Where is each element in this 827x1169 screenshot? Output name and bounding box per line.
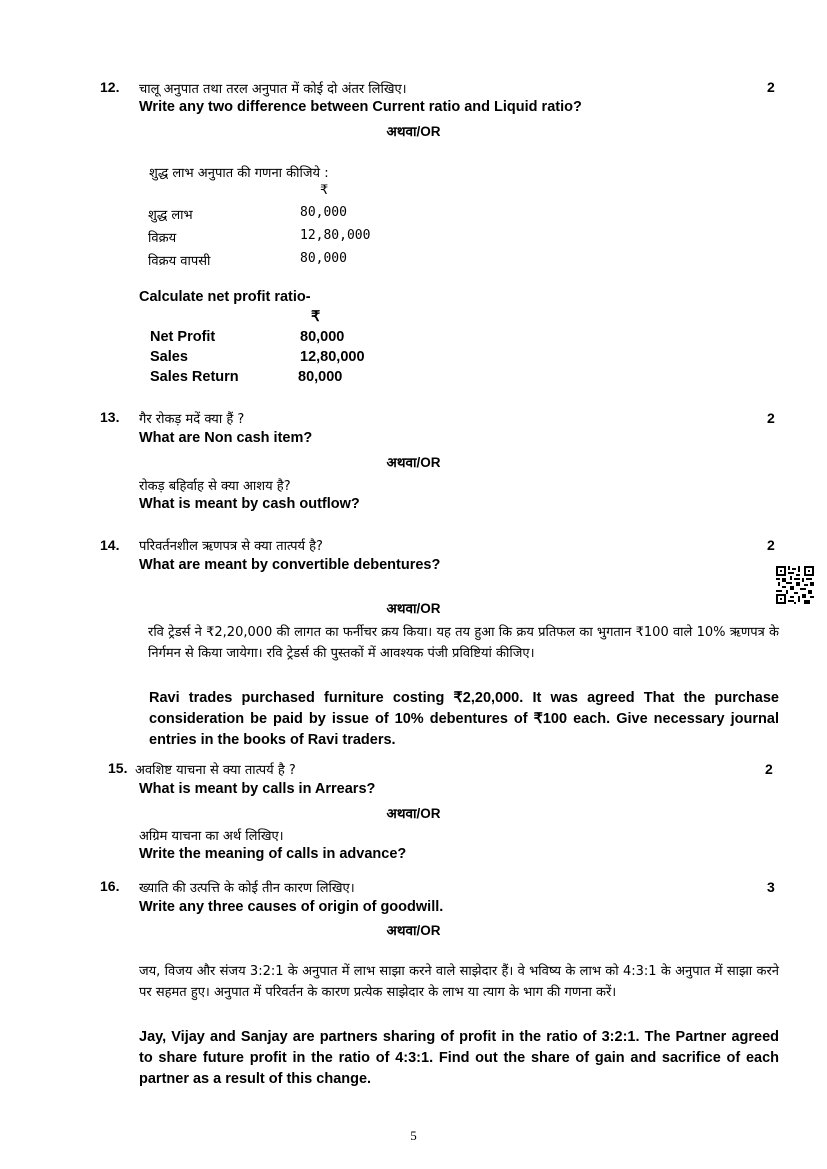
q12-hindi-row-value: 80,000	[300, 205, 347, 220]
q14-or-label: अथवा/OR	[386, 601, 441, 616]
q16-number: 16.	[100, 878, 120, 894]
q12-english-row-value: 80,000	[298, 369, 343, 385]
q13-hindi-alt: रोकड़ बहिर्वाह से क्या आशय है?	[139, 479, 291, 494]
q16-english-text: Write any three causes of origin of goodwill.	[139, 899, 444, 915]
q12-or-label: अथवा/OR	[386, 124, 441, 139]
q14-english-alt: Ravi trades purchased furniture costing ₹2,20,000. It was agreed That the purchase consideration be paid by issue of 10% debentures of ₹100 each. Give necessary journal entries in the books of Ravi traders.	[149, 690, 779, 748]
q16-hindi-alt: जय, विजय और संजय 3:2:1 के अनुपात में लाभ साझा करने वाले साझेदार हैं। वे भविष्य के लाभ को 4:3:1 के अनुपात में साझा करने पर सहमत हुए। अनुपात में परिवर्तन के कारण प्रत्येक साझेदार के लाभ या त्याग के भाग की गणना करें।	[139, 964, 779, 1000]
q14-marks: 2	[767, 537, 775, 553]
page-number: 5	[410, 1128, 417, 1143]
q12-hindi-row-value: 80,000	[300, 251, 347, 266]
q12-hindi-row-value: 12,80,000	[300, 228, 371, 243]
q13-number: 13.	[100, 409, 120, 425]
q14-hindi-alt: रवि ट्रेडर्स ने ₹2,20,000 की लागत का फर्नीचर क्रय किया। यह तय हुआ कि क्रय प्रतिफल का भुगतान ₹100 वाले 10% ऋणपत्र के निर्गमन से किया जायेगा। रवि ट्रेडर्स की पुस्तकों में आवश्यक पंजी प्रविष्टियां कीजिए।	[148, 625, 779, 661]
q15-english-text: What is meant by calls in Arrears?	[139, 781, 376, 797]
q14-hindi-text: परिवर्तनशील ऋणपत्र से क्या तात्पर्य है?	[139, 539, 323, 554]
q13-marks: 2	[767, 410, 775, 426]
q15-hindi-alt: अग्रिम याचना का अर्थ लिखिए।	[139, 829, 284, 844]
q12-english-row-label: Net Profit	[150, 329, 216, 345]
q12-english-row-value: 80,000	[300, 329, 345, 345]
q12-hindi-row-label: विक्रय वापसी	[148, 254, 211, 269]
q12-english-text: Write any two difference between Current ratio and Liquid ratio?	[139, 99, 582, 115]
q12-english-row-label: Sales Return	[150, 369, 239, 385]
q13-english-text: What are Non cash item?	[139, 430, 313, 446]
q15-marks: 2	[765, 761, 773, 777]
q15-or-label: अथवा/OR	[386, 806, 441, 821]
q16-or-label: अथवा/OR	[386, 923, 441, 938]
q15-number: 15.	[108, 760, 128, 776]
q12-hindi-currency: ₹	[320, 183, 329, 198]
q16-marks: 3	[767, 879, 775, 895]
q15-english-alt: Write the meaning of calls in advance?	[139, 846, 407, 862]
q13-hindi-text: गैर रोकड़ मदें क्या हैं ?	[139, 412, 245, 427]
q13-english-alt: What is meant by cash outflow?	[139, 496, 360, 512]
q12-hindi-row-label: विक्रय	[148, 231, 177, 246]
q12-number: 12.	[100, 79, 120, 95]
q12-english-currency: ₹	[311, 309, 321, 325]
q14-number: 14.	[100, 537, 120, 553]
q12-hindi-row-label: शुद्ध लाभ	[148, 208, 193, 223]
q12-hindi-text: चालू अनुपात तथा तरल अनुपात में कोई दो अंतर लिखिए।	[139, 82, 407, 97]
q12-marks: 2	[767, 79, 775, 95]
q15-hindi-text: अवशिष्ट याचना से क्या तात्पर्य है ?	[135, 763, 296, 778]
q12-english-alt: Calculate net profit ratio-	[139, 289, 311, 305]
q14-english-text: What are meant by convertible debentures?	[139, 557, 441, 573]
q12-english-row-value: 12,80,000	[300, 349, 365, 365]
q12-hindi-alt: शुद्ध लाभ अनुपात की गणना कीजिये :	[149, 166, 329, 181]
q16-english-alt: Jay, Vijay and Sanjay are partners sharing of profit in the ratio of 3:2:1. The Partner agreed to share future profit in the ratio of 4:3:1. Find out the share of gain and sacrifice of each partner as a result of this change.	[139, 1029, 779, 1087]
q12-english-row-label: Sales	[150, 349, 188, 365]
q16-hindi-text: ख्याति की उत्पत्ति के कोई तीन कारण लिखिए।	[139, 881, 355, 896]
q13-or-label: अथवा/OR	[386, 455, 441, 470]
